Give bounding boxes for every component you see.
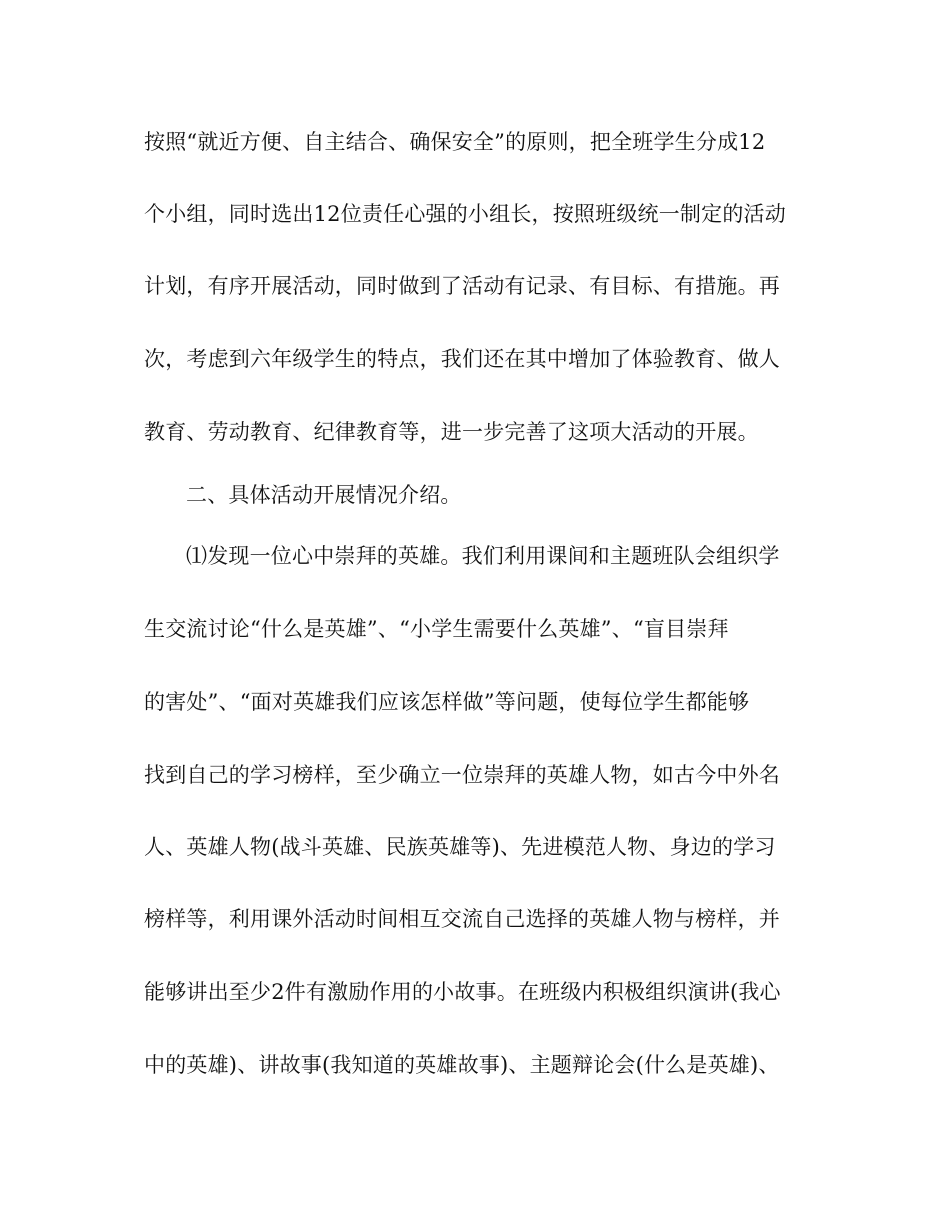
text-line-9: 的害处”、“面对英雄我们应该怎样做”等问题，使每位学生都能够 [144,690,750,714]
text-line-2: 个小组，同时选出12位责任心强的小组长，按照班级统一制定的活动 [144,202,786,226]
section-heading: 二、具体活动开展情况介绍。 [186,483,462,507]
text-line-1: 按照“就近方便、自主结合、确保安全”的原则，把全班学生分成12 [144,130,766,154]
text-line-13: 能够讲出至少2件有激励作用的小故事。在班级内积极组织演讲(我心 [144,980,781,1004]
text-line-4: 次，考虑到六年级学生的特点，我们还在其中增加了体验教育、做人 [144,347,780,371]
text-line-5: 教育、劳动教育、纪律教育等，进一步完善了这项大活动的开展。 [144,420,759,444]
text-line-14: 中的英雄)、讲故事(我知道的英雄故事)、主题辩论会(什么是英雄)、 [144,1053,780,1077]
text-line-7: ⑴发现一位心中崇拜的英雄。我们利用课间和主题班队会组织学 [186,544,780,568]
text-line-8: 生交流讨论“什么是英雄”、“小学生需要什么英雄”、“盲目崇拜 [144,617,729,641]
text-line-10: 找到自己的学习榜样，至少确立一位崇拜的英雄人物，如古今中外名 [144,763,780,787]
text-line-11: 人、英雄人物(战斗英雄、民族英雄等)、先进模范人物、身边的学习 [144,835,776,859]
text-line-12: 榜样等，利用课外活动时间相互交流自己选择的英雄人物与榜样，并 [144,907,780,931]
text-line-3: 计划，有序开展活动，同时做到了活动有记录、有目标、有措施。再 [144,274,780,298]
